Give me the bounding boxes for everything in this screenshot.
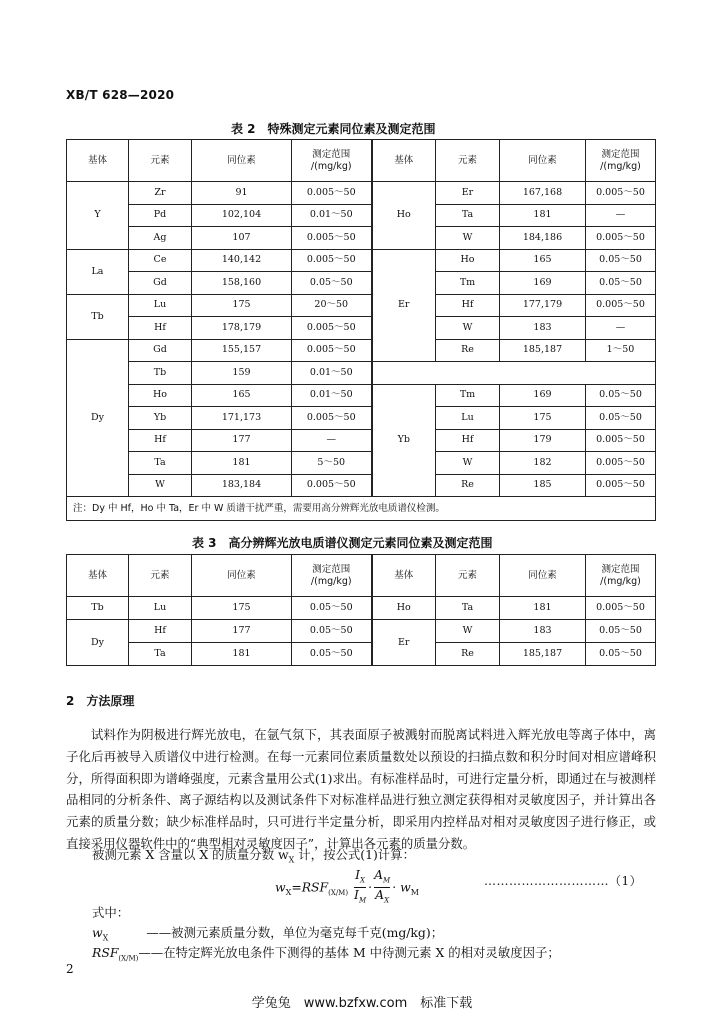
isotope-cell: 178,179	[192, 317, 292, 340]
range-cell: 1～50	[586, 339, 656, 362]
range-cell: 0.005～50	[586, 294, 656, 317]
element-cell: Yb	[129, 407, 192, 430]
header-element: 元素	[129, 140, 192, 182]
range-cell: 0.05～50	[586, 384, 656, 407]
matrix-cell: Ho	[372, 597, 436, 620]
section-heading: 2 方法原理	[66, 694, 135, 708]
element-cell: Ag	[129, 227, 192, 250]
range-cell: 0.05～50	[292, 272, 372, 295]
range-cell: 0.05～50	[586, 249, 656, 272]
table-row	[67, 474, 656, 497]
element-cell: Hf	[129, 429, 192, 452]
where-label: 式中：	[92, 905, 130, 920]
table2-note: 注：Dy 中 Hf，Ho 中 Ta，Er 中 W 质谱干扰严重，需要用高分辨辉光放电质谱仪检测。	[67, 497, 656, 521]
element-cell: Ta	[436, 204, 500, 227]
isotope-cell: 171,173	[192, 407, 292, 430]
isotope-cell: 169	[500, 272, 586, 295]
range-cell: 0.05～50	[292, 620, 372, 643]
range-cell: 0.005～50	[586, 182, 656, 205]
table-row	[67, 384, 656, 407]
element-cell: Tm	[436, 272, 500, 295]
range-cell: 0.05～50	[586, 643, 656, 666]
definition-rsf: $RSF_{(X/M)}——$在特定辉光放电条件下测得的基体 M 中待测元素 X 的相对灵敏度因子；	[92, 945, 560, 963]
header-matrix: 基体	[67, 555, 129, 597]
isotope-cell: 177,179	[500, 294, 586, 317]
isotope-cell: 185,187	[500, 643, 586, 666]
table-row	[67, 362, 656, 385]
isotope-cell: 183	[500, 620, 586, 643]
range-cell: 0.05～50	[292, 597, 372, 620]
header-element: 元素	[436, 140, 500, 182]
element-cell: W	[436, 452, 500, 475]
table-row	[67, 204, 656, 227]
isotope-cell: 169	[500, 384, 586, 407]
isotope-cell: 181	[500, 204, 586, 227]
table-row	[67, 339, 656, 362]
header-matrix: 基体	[372, 140, 436, 182]
isotope-cell: 185,187	[500, 339, 586, 362]
isotope-cell: 181	[192, 452, 292, 475]
isotope-cell: 155,157	[192, 339, 292, 362]
range-cell: 0.01～50	[292, 362, 372, 385]
header-isotope: 同位素	[192, 555, 292, 597]
element-cell: Pd	[129, 204, 192, 227]
matrix-cell: Er	[372, 249, 436, 362]
isotope-cell: 181	[500, 597, 586, 620]
element-cell: Hf	[436, 429, 500, 452]
matrix-cell: Er	[372, 620, 436, 666]
table3	[66, 554, 656, 666]
range-cell: 0.05～50	[586, 620, 656, 643]
range-cell: 0.005～50	[292, 227, 372, 250]
table-row	[67, 294, 656, 317]
range-cell: 0.005～50	[292, 249, 372, 272]
isotope-cell: 184,186	[500, 227, 586, 250]
isotope-cell: 182	[500, 452, 586, 475]
table-row	[67, 620, 656, 643]
standard-code: XB/T 628—2020	[66, 88, 175, 102]
range-cell: 0.05～50	[292, 643, 372, 666]
range-cell: 20～50	[292, 294, 372, 317]
element-cell: W	[436, 620, 500, 643]
header-isotope: 同位素	[192, 140, 292, 182]
element-cell: W	[436, 317, 500, 340]
page-number: 2	[66, 962, 74, 976]
matrix-cell: Dy	[67, 339, 129, 497]
element-cell: Er	[436, 182, 500, 205]
table-row	[67, 597, 656, 620]
isotope-cell: 165	[192, 384, 292, 407]
fraction-intensity: $\frac{I_X}{I_M}$	[354, 867, 367, 905]
table-row	[67, 317, 656, 340]
element-cell: Gd	[129, 339, 192, 362]
element-cell: Lu	[129, 294, 192, 317]
range-cell: 0.005～50	[292, 339, 372, 362]
range-cell: 0.005～50	[292, 407, 372, 430]
fraction-abundance: $\frac{A_M}{A_X}$	[374, 867, 391, 905]
header-range: 测定范围 /(mg/kg)	[586, 140, 656, 182]
empty-cell	[372, 362, 656, 385]
range-cell: 0.005～50	[586, 429, 656, 452]
range-cell: 0.01～50	[292, 384, 372, 407]
isotope-cell: 181	[192, 643, 292, 666]
formula-1: $w_X=RSF_{(X/M)}$ $\frac{I_X}{I_M}$ · $\frac{A_M}{A_X}$ · $w_M$	[275, 868, 419, 908]
element-cell: Ho	[436, 249, 500, 272]
isotope-cell: 167,168	[500, 182, 586, 205]
isotope-cell: 177	[192, 620, 292, 643]
matrix-cell: La	[67, 249, 129, 294]
isotope-cell: 165	[500, 249, 586, 272]
table3-header-row	[67, 555, 656, 597]
method-paragraph: 试料作为阴极进行辉光放电，在氩气氛下，其表面原子被溅射而脱离试料进入辉光放电等离子体中，离子化后再被导入质谱仪中进行检测。在每一元素同位素质量数处以预设的扫描点数和积分时间对相应谱峰积分，所得面积即为谱峰强度，元素含量用公式(1)求出。有标准样品时，可进行定量分析，即通过在与被测样品相同的分析条件、离子源结构以及测试条件下对标准样品进行独立测定获得相对灵敏度因子，并计算出各元素的质量分数；缺少标准样品时，只可进行半定量分析，即采用内控样品对相对灵敏度因子进行修正，或直接采用仪器软件中的“典型相对灵敏度因子”，计算出各元素的质量分数。	[66, 727, 656, 851]
matrix-cell: Tb	[67, 294, 129, 339]
header-element: 元素	[436, 555, 500, 597]
isotope-cell: 185	[500, 474, 586, 497]
table-row	[67, 643, 656, 666]
header-element: 元素	[129, 555, 192, 597]
range-cell: —	[292, 429, 372, 452]
matrix-cell: Yb	[372, 384, 436, 497]
header-isotope: 同位素	[500, 140, 586, 182]
element-cell: Ce	[129, 249, 192, 272]
range-cell: 0.005～50	[292, 474, 372, 497]
element-cell: Hf	[129, 317, 192, 340]
isotope-cell: 175	[192, 597, 292, 620]
element-cell: Ta	[436, 597, 500, 620]
header-matrix: 基体	[67, 140, 129, 182]
range-cell: 0.005～50	[292, 182, 372, 205]
table-row	[67, 227, 656, 250]
isotope-cell: 183,184	[192, 474, 292, 497]
formula-number: …………………………（1）	[484, 874, 643, 888]
isotope-cell: 107	[192, 227, 292, 250]
element-cell: Re	[436, 474, 500, 497]
element-cell: Lu	[436, 407, 500, 430]
table-note-row	[67, 497, 656, 521]
isotope-cell: 179	[500, 429, 586, 452]
isotope-cell: 158,160	[192, 272, 292, 295]
formula-intro: 被测元素 X 含量以 X 的质量分数 $w_X$ 计，按公式(1)计算：	[92, 847, 415, 865]
element-cell: Zr	[129, 182, 192, 205]
range-cell: 0.01～50	[292, 204, 372, 227]
table2-header-row	[67, 140, 656, 182]
element-cell: Hf	[436, 294, 500, 317]
isotope-cell: 175	[192, 294, 292, 317]
table-row	[67, 182, 656, 205]
range-cell: —	[586, 204, 656, 227]
table-row	[67, 407, 656, 430]
range-cell: 0.005～50	[292, 317, 372, 340]
table3-caption: 表 3 高分辨辉光放电质谱仪测定元素同位素及测定范围	[192, 536, 493, 550]
table-row	[67, 452, 656, 475]
element-cell: Hf	[129, 620, 192, 643]
matrix-cell: Dy	[67, 620, 129, 666]
element-cell: W	[436, 227, 500, 250]
isotope-cell: 183	[500, 317, 586, 340]
header-isotope: 同位素	[500, 555, 586, 597]
element-cell: Re	[436, 339, 500, 362]
range-cell: 0.005～50	[586, 597, 656, 620]
matrix-cell: Ho	[372, 182, 436, 250]
table2	[66, 139, 656, 521]
isotope-cell: 102,104	[192, 204, 292, 227]
element-cell: Re	[436, 643, 500, 666]
isotope-cell: 177	[192, 429, 292, 452]
range-cell: 0.005～50	[586, 474, 656, 497]
element-cell: Gd	[129, 272, 192, 295]
isotope-cell: 140,142	[192, 249, 292, 272]
element-cell: Ta	[129, 452, 192, 475]
table-row	[67, 272, 656, 295]
header-matrix: 基体	[372, 555, 436, 597]
table2-caption: 表 2 特殊测定元素同位素及测定范围	[231, 122, 436, 136]
element-cell: Lu	[129, 597, 192, 620]
element-cell: Ho	[129, 384, 192, 407]
table-row	[67, 249, 656, 272]
element-cell: Ta	[129, 643, 192, 666]
header-range: 测定范围 /(mg/kg)	[292, 140, 372, 182]
range-cell: 5～50	[292, 452, 372, 475]
element-cell: Tb	[129, 362, 192, 385]
matrix-cell: Y	[67, 182, 129, 250]
isotope-cell: 175	[500, 407, 586, 430]
definition-wx: $w_X$ ——被测元素质量分数，单位为毫克每千克(mg/kg)；	[92, 925, 444, 943]
table-row	[67, 429, 656, 452]
range-cell: 0.005～50	[586, 452, 656, 475]
isotope-cell: 91	[192, 182, 292, 205]
isotope-cell: 159	[192, 362, 292, 385]
element-cell: Tm	[436, 384, 500, 407]
header-range: 测定范围 /(mg/kg)	[292, 555, 372, 597]
range-cell: —	[586, 317, 656, 340]
footer-watermark: 学兔兔 www.bzfxw.com 标准下载	[251, 996, 473, 1011]
header-range: 测定范围 /(mg/kg)	[586, 555, 656, 597]
matrix-cell: Tb	[67, 597, 129, 620]
range-cell: 0.005～50	[586, 227, 656, 250]
element-cell: W	[129, 474, 192, 497]
range-cell: 0.05～50	[586, 272, 656, 295]
range-cell: 0.05～50	[586, 407, 656, 430]
